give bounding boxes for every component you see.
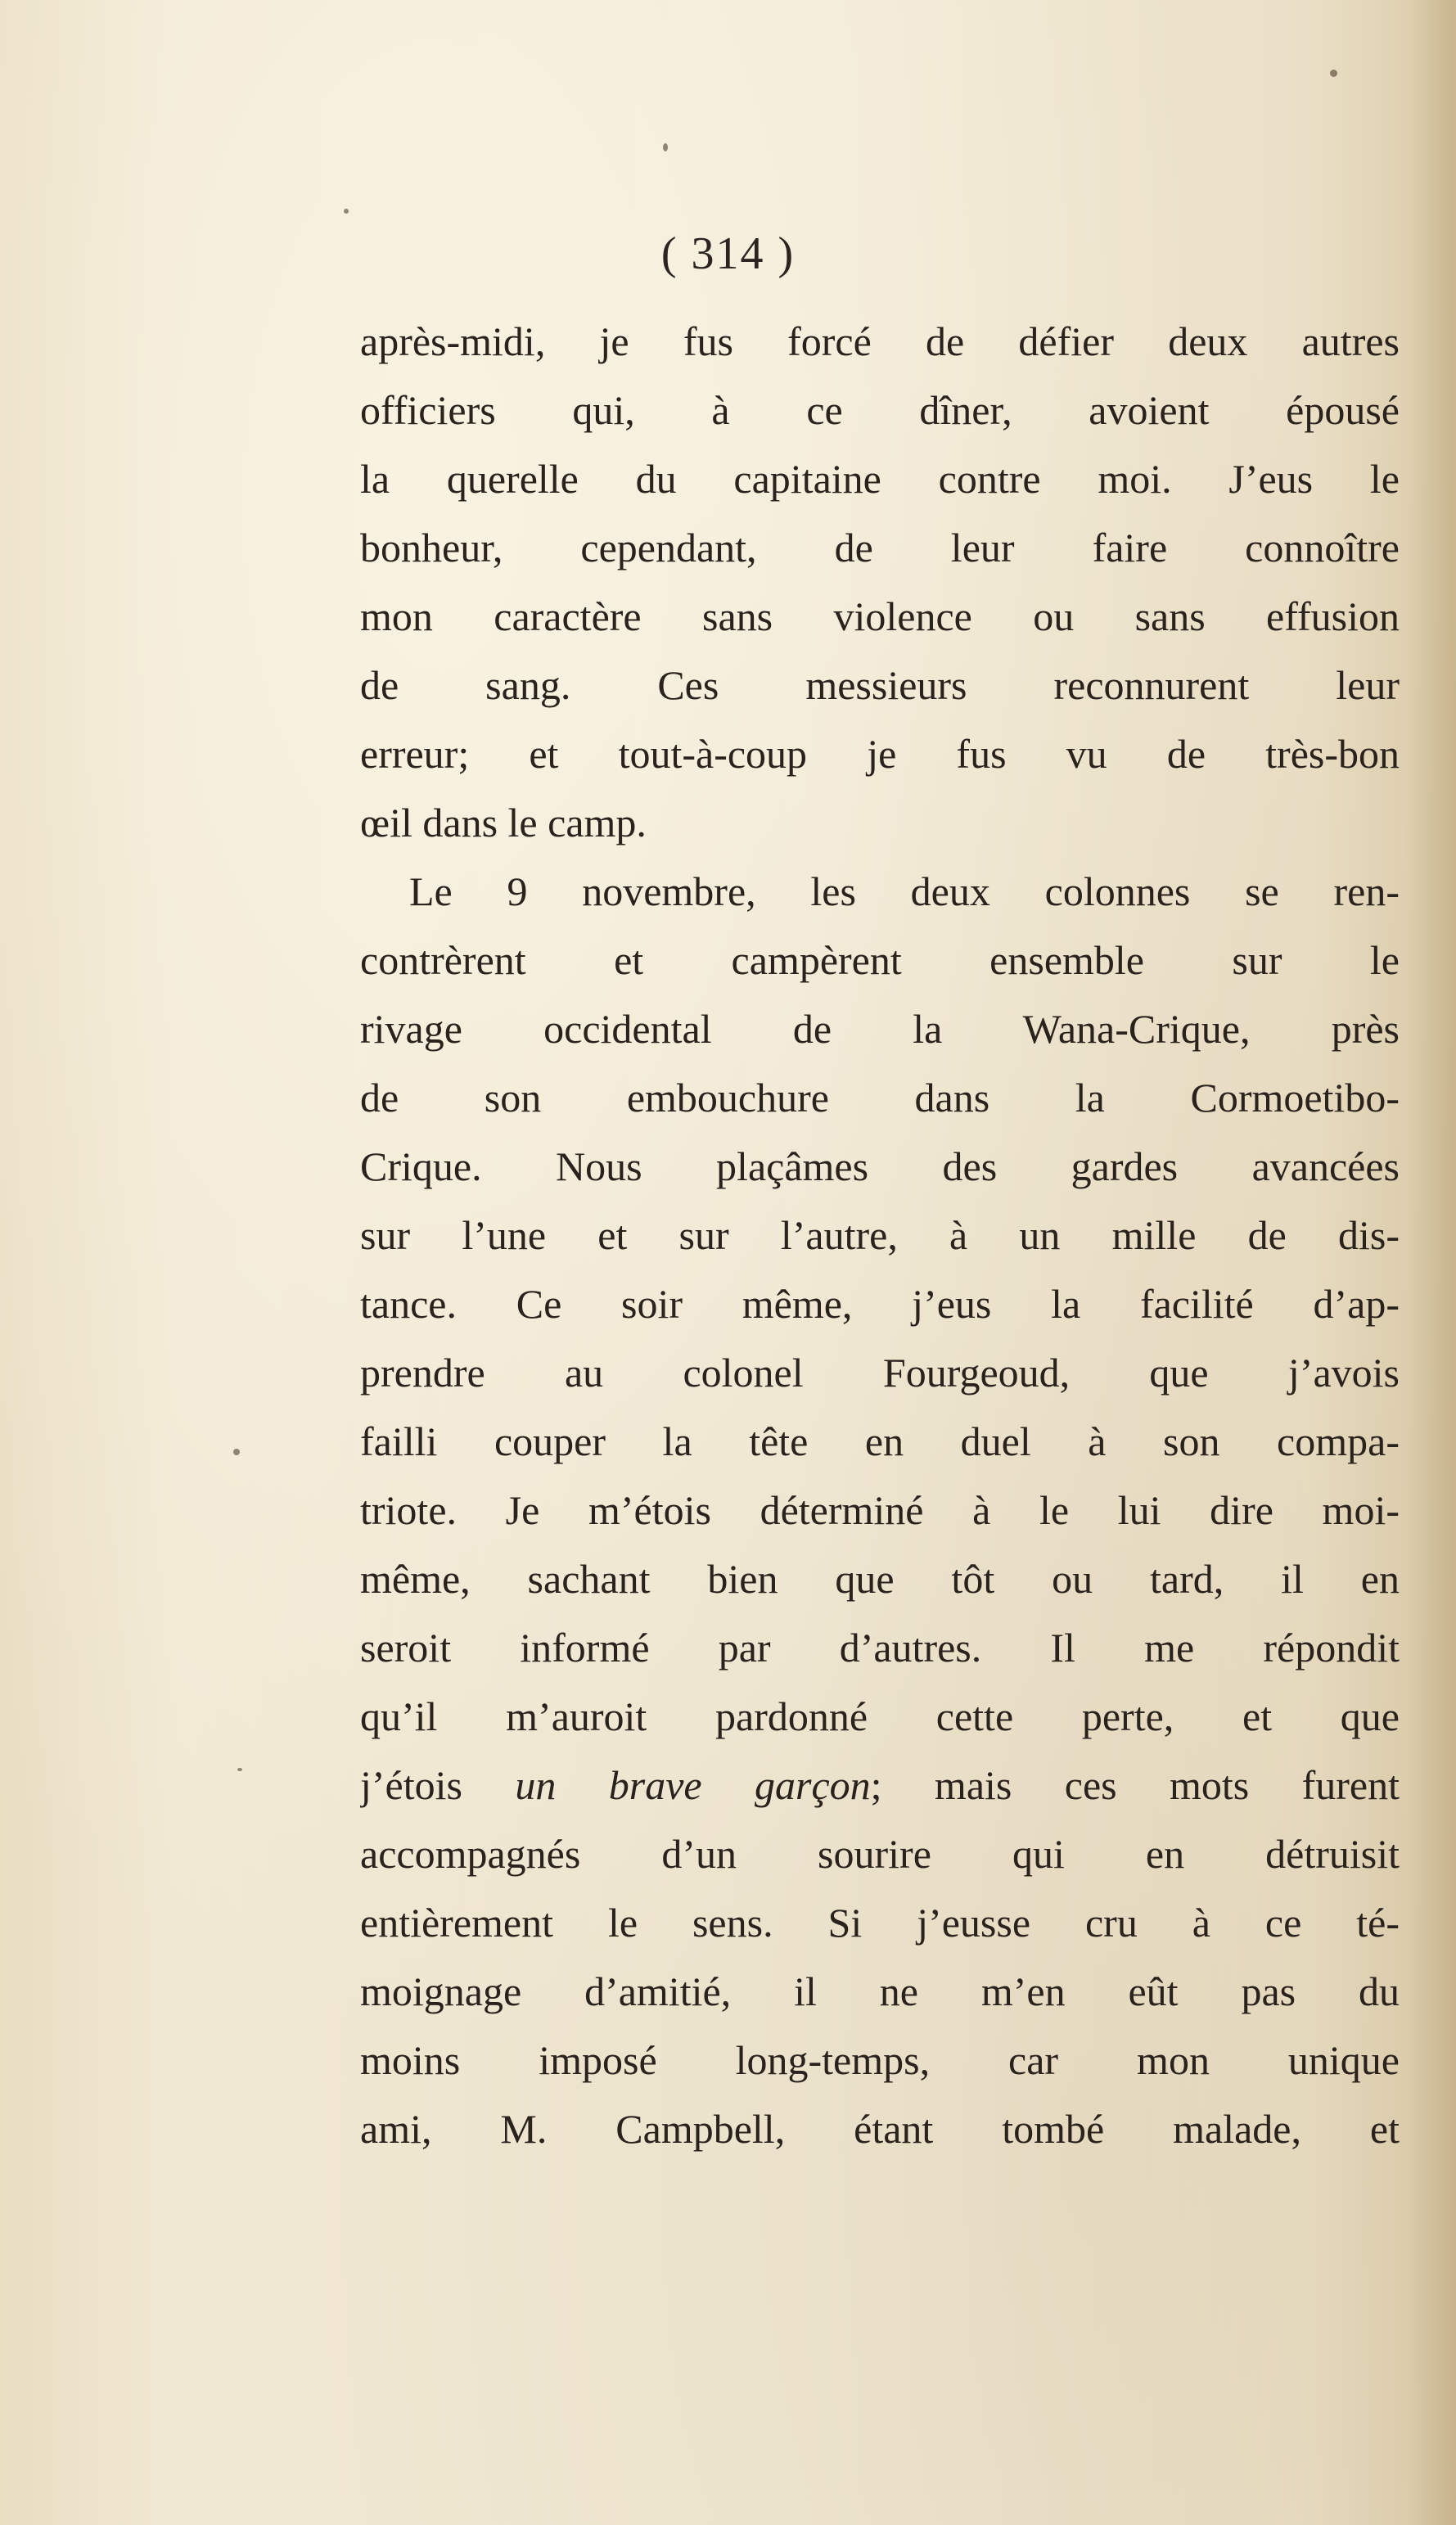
body-text (360, 307, 1400, 2163)
italic-phrase: un brave garçon (515, 1762, 871, 1808)
text-line: après-midi, je fus forcé de défier deux autres (360, 318, 1400, 364)
page-number: ( 314 ) (660, 228, 796, 279)
text-line: moignage d’amitié, il ne m’en eût pas du (360, 1968, 1400, 2014)
paper-speck (237, 1768, 242, 1771)
text-line: de sang. Ces messieurs reconnurent leur (360, 662, 1400, 708)
text-line-with-italic (360, 1751, 1400, 1819)
text-line: Crique. Nous plaçâmes des gardes avancées (360, 1143, 1400, 1189)
text-line: œil dans le camp. (360, 800, 647, 845)
text-line: ami, M. Campbell, étant tombé malade, et (360, 2106, 1400, 2152)
text-line: mon caractère sans violence ou sans effusion (360, 593, 1400, 639)
text-line: qu’il m’auroit pardonné cette perte, et que (360, 1693, 1400, 1739)
page-edge-shadow (1407, 0, 1456, 2525)
text-segment: ; mais ces mots furent (870, 1762, 1400, 1808)
paper-speck (344, 209, 349, 214)
text-line: rivage occidental de la Wana-Crique, près (360, 1006, 1400, 1052)
text-line: failli couper la tête en duel à son compa- (360, 1418, 1400, 1464)
paper-speck (1330, 70, 1337, 77)
text-line: sur l’une et sur l’autre, à un mille de dis- (360, 1212, 1400, 1258)
paper-speck (233, 1449, 240, 1455)
text-line: accompagnés d’un sourire qui en détruisit (360, 1831, 1400, 1877)
text-line: bonheur, cependant, de leur faire connoître (360, 525, 1400, 570)
text-line: moins imposé long-temps, car mon unique (360, 2037, 1400, 2083)
text-line: seroit informé par d’autres. Il me répondit (360, 1625, 1400, 1671)
text-segment: j’étois (360, 1762, 516, 1808)
paper-speck (663, 143, 668, 151)
text-line: de son embouchure dans la Cormoetibo- (360, 1075, 1400, 1120)
text-line: prendre au colonel Fourgeoud, que j’avois (360, 1350, 1400, 1396)
text-line: même, sachant bien que tôt ou tard, il en (360, 1556, 1400, 1602)
text-line: la querelle du capitaine contre moi. J’eus le (360, 456, 1400, 502)
text-line: tance. Ce soir même, j’eus la facilité d’ap- (360, 1281, 1400, 1327)
text-line: Le 9 novembre, les deux colonnes se ren- (409, 868, 1400, 914)
text-line: erreur; et tout-à-coup je fus vu de très-bon (360, 731, 1400, 777)
text-line: officiers qui, à ce dîner, avoient épousé (360, 387, 1400, 433)
text-line: contrèrent et campèrent ensemble sur le (360, 937, 1400, 983)
text-line: triote. Je m’étois déterminé à le lui dire moi- (360, 1487, 1400, 1533)
text-line: entièrement le sens. Si j’eusse cru à ce té- (360, 1900, 1400, 1946)
